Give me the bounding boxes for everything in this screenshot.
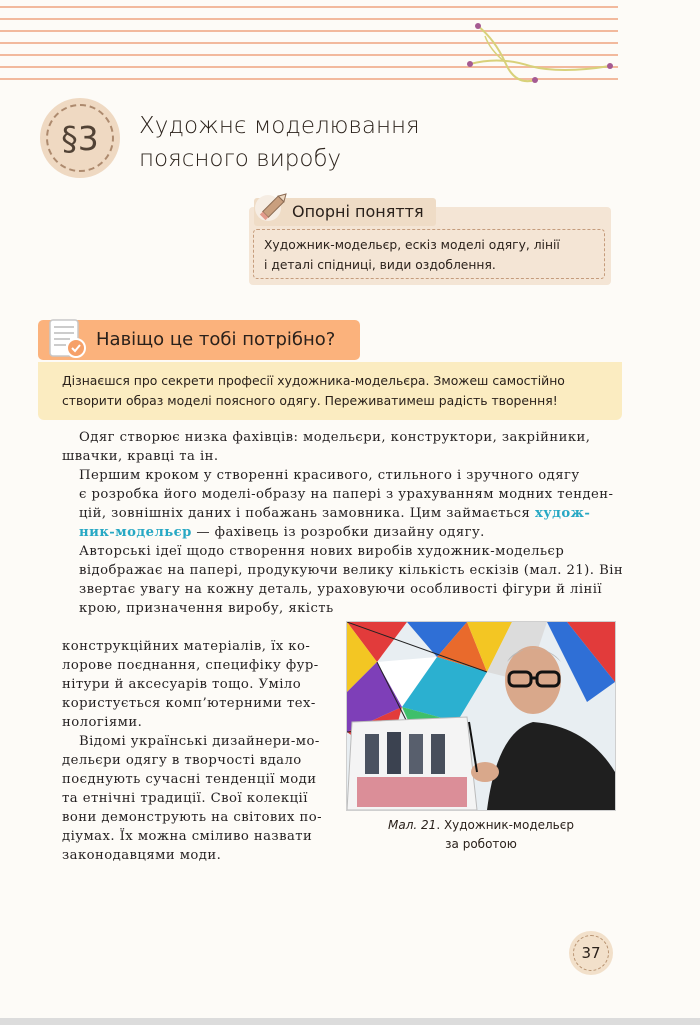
ribbon-bow-icon [0, 0, 700, 88]
paragraph-2 [62, 466, 622, 542]
page-number: 37 [573, 935, 609, 971]
text-line: та етнічні традиції. Свої колекції [62, 791, 308, 806]
text-line: дельєри одягу в творчості вдало [62, 753, 302, 768]
text-line: поєднують сучасні тенденції моди [62, 772, 317, 787]
body-full-width [62, 428, 622, 618]
paragraph-4 [62, 732, 338, 865]
text-line: конструкційних матеріалів, їх ко- [62, 639, 311, 654]
text-line: законодавцями моди. [62, 848, 222, 863]
text-line: лорове поєднання, специфіку фур- [62, 658, 319, 673]
text-line: швачки, кравці та ін. [62, 449, 219, 464]
key-concepts-line1: Художник-модельєр, ескіз моделі одягу, лінії [264, 238, 560, 252]
paragraph-3-cont [62, 637, 338, 732]
body-left-column [62, 637, 338, 865]
why-line2: створити образ моделі поясного одягу. Переживатимеш радість творення! [62, 393, 558, 408]
checklist-icon [44, 316, 92, 362]
text-fragment: — фахівець із розробки дизайну одягу. [191, 525, 485, 540]
header-decoration [0, 0, 700, 88]
why-heading: Навіщо це тобі потрібно? [96, 329, 336, 350]
key-concepts-heading: Опорні поняття [254, 198, 436, 226]
text-line [62, 504, 622, 523]
figure-21-caption [346, 816, 616, 854]
text-line [62, 523, 622, 542]
caption-text: . Художник-модельєр [436, 818, 574, 832]
keyword-artist-designer-cont: ник-модельєр [79, 525, 192, 540]
key-concepts-text [253, 229, 605, 279]
text-line: звертає увагу на кожну деталь, ураховуючи особливості фігури й лінії [79, 582, 603, 597]
text-line: відображає на папері, продукуючи велику кількість ескізів (мал. 21). Він [79, 563, 624, 578]
section-title-line1: Художнє моделювання [139, 113, 420, 139]
text-line: Відомі українські дизайнери-мо- [79, 734, 320, 749]
section-number: §3 [46, 104, 114, 172]
figure-label: Мал. 21 [388, 818, 437, 832]
caption-line2: за роботою [445, 837, 517, 851]
section-title-line2: поясного виробу [139, 146, 342, 172]
pencil-icon [254, 186, 294, 226]
paragraph-3 [62, 542, 622, 618]
text-line: Одяг створює низка фахівців: модельєри, конструктори, закрійники, [79, 430, 591, 445]
why-line1: Дізнаєшся про секрети професії художника-модельєра. Зможеш самостійно [62, 373, 565, 388]
key-concepts-line2: і деталі спідниці, види оздоблення. [264, 258, 496, 272]
text-line: Першим кроком у створенні красивого, стильного і зручного одягу [79, 468, 580, 483]
text-line: нологіями. [62, 715, 143, 730]
section-title [139, 110, 420, 176]
figure-21-photo [346, 621, 616, 811]
bottom-rule [0, 1018, 700, 1025]
section-badge [40, 98, 120, 178]
paragraph-1 [62, 428, 622, 466]
text-line: крою, призначення виробу, якість [79, 601, 334, 616]
text-line: є розробка його моделі-образу на папері з урахуванням модних тенден- [79, 487, 614, 502]
why-text [62, 371, 622, 411]
text-line: Авторські ідеї щодо створення нових виробів художник-модельєр [79, 544, 565, 559]
keyword-artist-designer: худож- [534, 506, 591, 521]
text-line: нітури й аксесуарів тощо. Уміло [62, 677, 302, 692]
text-line: вони демонструють на світових по- [62, 810, 323, 825]
page-number-badge [569, 931, 613, 975]
text-line: діумах. Їх можна сміливо назвати [62, 829, 313, 844]
text-fragment: цій, зовнішніх даних і побажань замовника. Цим займається [79, 506, 535, 521]
text-line: користується комп’ютерними тех- [62, 696, 316, 711]
caption-line1 [346, 816, 616, 835]
